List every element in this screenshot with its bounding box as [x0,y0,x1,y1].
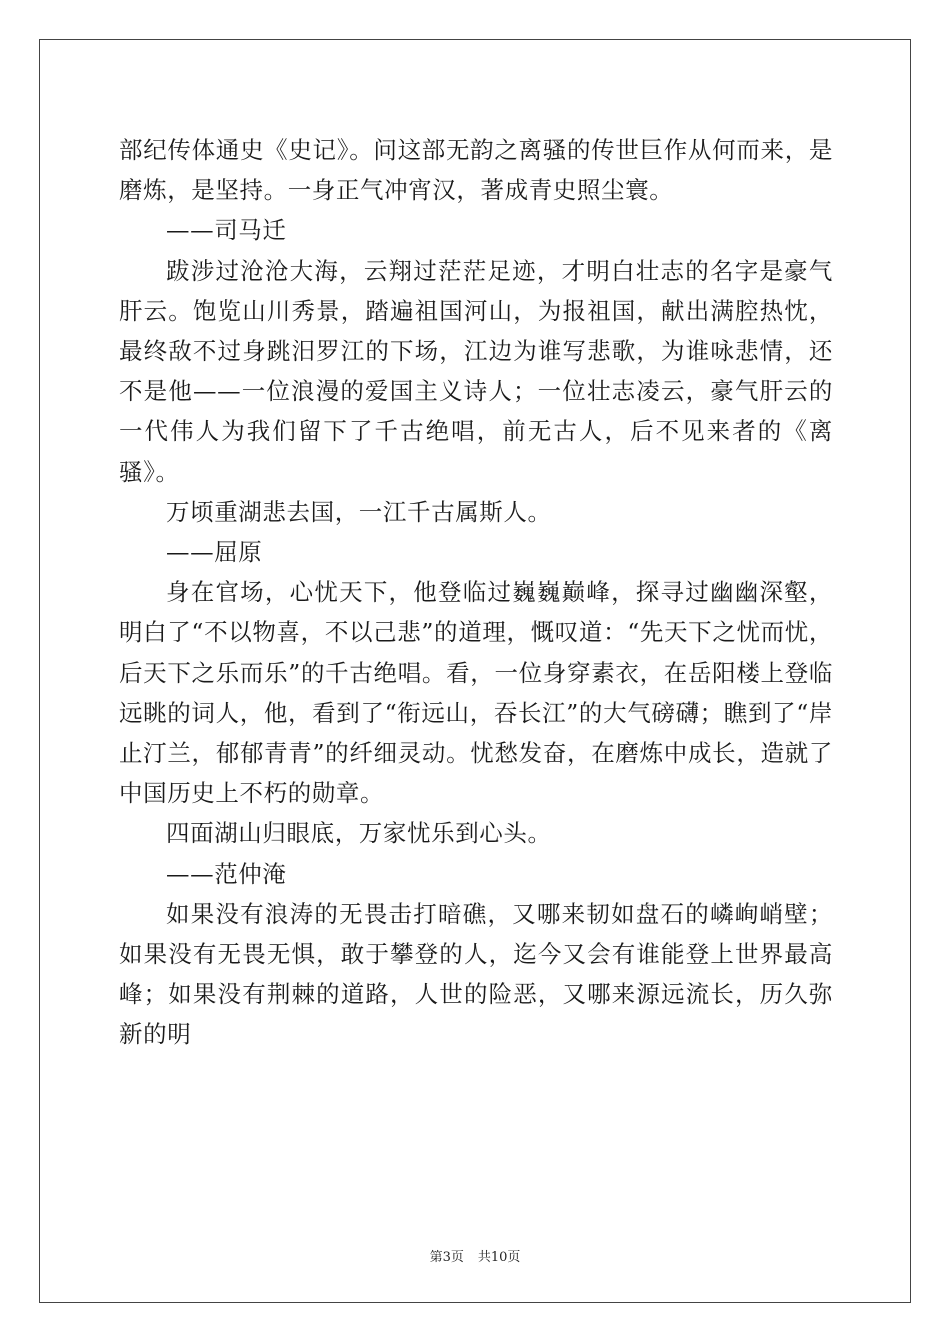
couplet-qu-yuan: 万顷重湖悲去国，一江千古属斯人。 [166,497,552,526]
page-total: 共10页 [477,1250,521,1265]
couplet-fan-zhongyan: 四面湖山归眼底，万家忧乐到心头。 [166,819,552,848]
page-number: 第3页 [429,1250,464,1265]
paragraph-closing: 如果没有浪涛的无畏击打暗礁，又哪来韧如盘石的嶙峋峭壁；如果没有无畏无惧，敢于攀登的人，迄今又会有谁能登上世界最高峰；如果没有荆棘的道路，人世的险恶，又哪来源远流长，历久弥新的明 [119,899,833,1049]
document-body [119,130,833,1055]
paragraph-qu-yuan: 跋涉过沧沧大海，云翔过茫茫足迹，才明白壮志的名字是豪气肝云。饱览山川秀景，踏遍祖国河山，为报祖国，献出满腔热忱，最终敌不过身跳汨罗江的下场，江边为谁写悲歌，为谁咏悲情，还不是他——一位浪漫的爱国主义诗人；一位壮志凌云，豪气肝云的一代伟人为我们留下了千古绝唱，前无古人，后不见来者的《离骚》。 [119,256,833,486]
paragraph-continuation: 部纪传体通史《史记》。问这部无韵之离骚的传世巨作从何而来，是磨炼，是坚持。一身正气冲宵汉，著成青史照尘寰。 [119,136,833,205]
attribution-fan-zhongyan: ——范仲淹 [166,859,287,888]
page-footer [0,1246,950,1265]
attribution-qu-yuan: ——屈原 [166,538,263,567]
attribution-sima-qian: ——司马迁 [166,216,287,245]
paragraph-fan-zhongyan: 身在官场，心忧天下，他登临过巍巍巅峰，探寻过幽幽深壑，明白了“不以物喜，不以己悲”的道理，慨叹道：“先天下之忧而忧，后天下之乐而乐”的千古绝唱。看，一位身穿素衣，在岳阳楼上登临远眺的词人，他，看到了“衔远山，吞长江”的大气磅礴；瞧到了“岸止汀兰，郁郁青青”的纤细灵动。忧愁发奋，在磨炼中成长，造就了中国历史上不朽的勋章。 [119,578,833,808]
